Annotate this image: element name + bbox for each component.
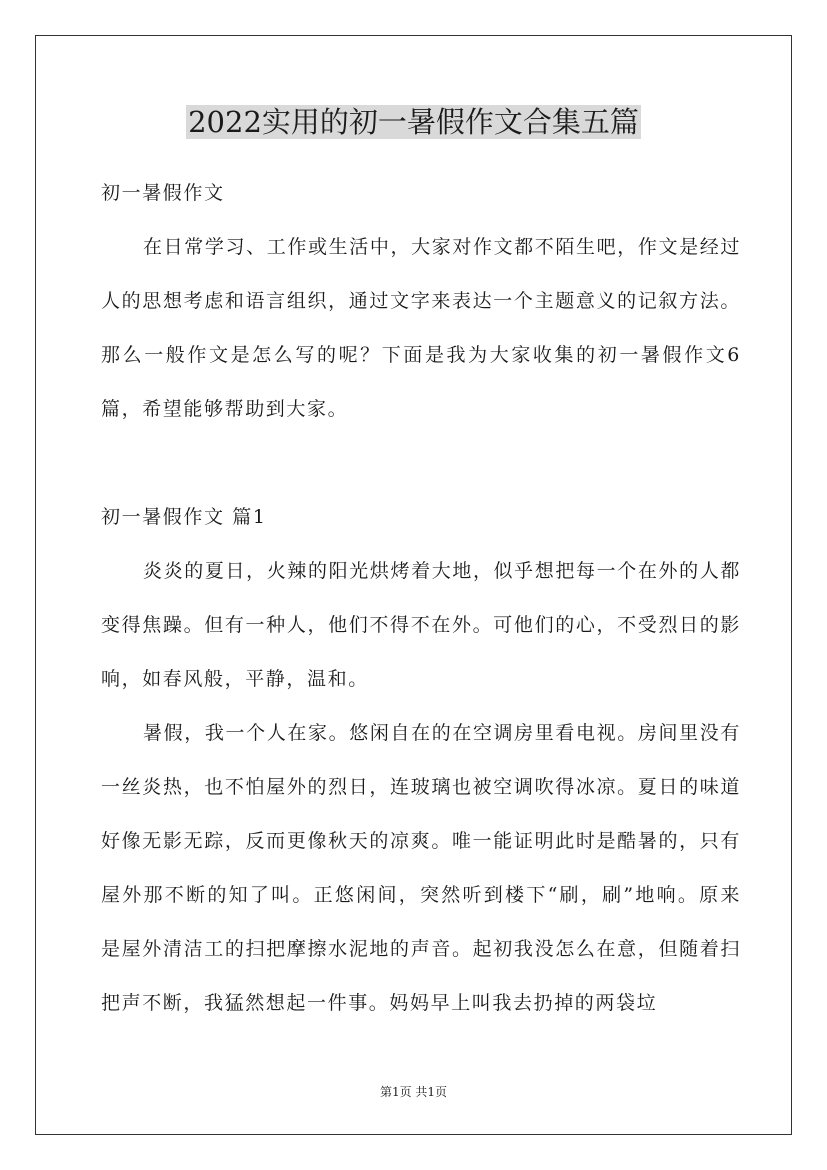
document-body xyxy=(101,166,741,1030)
essay1-paragraph-1: 炎炎的夏日，火辣的阳光烘烤着大地，似乎想把每一个在外的人都变得焦躁。但有一种人，他们不得不在外。可他们的心，不受烈日的影响，如春风般，平静，温和。 xyxy=(101,560,741,690)
intro-paragraph: 在日常学习、工作或生活中，大家对作文都不陌生吧，作文是经过人的思想考虑和语言组织，通过文字来表达一个主题意义的记叙方法。那么一般作文是怎么写的呢？下面是我为大家收集的初一暑假作文6篇，希望能够帮助到大家。 xyxy=(101,236,741,420)
page-footer: 第1页 共1页 xyxy=(379,1085,448,1099)
document-title-text: 2022实用的初一暑假作文合集五篇 xyxy=(188,105,639,139)
essay1-paragraph-2: 暑假，我一个人在家。悠闲自在的在空调房里看电视。房间里没有一丝炎热，也不怕屋外的烈日，连玻璃也被空调吹得冰凉。夏日的味道好像无影无踪，反而更像秋天的凉爽。唯一能证明此时是酷暑的，只有屋外那不断的知了叫。正悠闲间，突然听到楼下“刷，刷”地响。原来是屋外清洁工的扫把摩擦水泥地的声音。起初我没怎么在意，但随着扫把声不断，我猛然想起一件事。妈妈早上叫我去扔掉的两袋垃 xyxy=(101,722,741,1014)
document-title xyxy=(0,100,827,144)
section-spacer xyxy=(101,436,741,490)
intro-heading: 初一暑假作文 xyxy=(101,182,225,204)
essay1-heading: 初一暑假作文 篇1 xyxy=(101,506,267,528)
